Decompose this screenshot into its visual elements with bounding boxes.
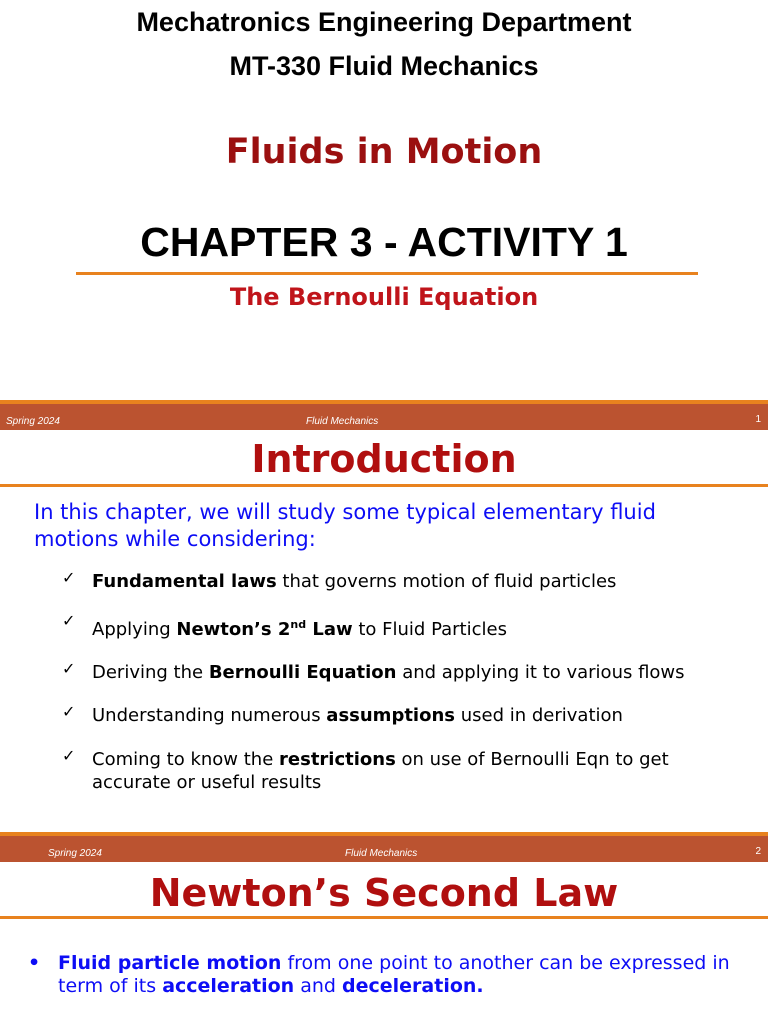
course-heading: MT-330 Fluid Mechanics <box>229 51 539 81</box>
bullet-icon: • <box>28 952 41 974</box>
department-heading: Mechatronics Engineering Department <box>136 7 632 37</box>
list-item: ✓ Understanding numerous assumptions used in derivation <box>62 702 623 726</box>
slide-footer-2 <box>0 832 768 862</box>
list-item: ✓ Fundamental laws that governs motion of fluid particles <box>62 568 617 592</box>
slide-title: Fluids in Motion <box>225 132 543 172</box>
list-item: ✓ Deriving the Bernoulli Equation and applying it to various flows <box>62 659 685 683</box>
slide-footer-1 <box>0 400 768 430</box>
footer-term: Spring 2024 <box>48 848 102 859</box>
list-item: ✓ Applying Newton’s 2nd Law to Fluid Particles <box>62 611 507 640</box>
newtons-law-title: Newton’s Second Law <box>149 871 619 915</box>
list-item: ✓ Coming to know the restrictions on use of Bernoulli Eqn to get accurate or useful results <box>62 746 669 793</box>
footer-course: Fluid Mechanics <box>345 848 418 859</box>
page-number: 2 <box>755 846 761 857</box>
list-item: • Fluid particle motion from one point to another can be expressed in term of its acceleration and deceleration. <box>28 952 730 997</box>
intro-paragraph: In this chapter, we will study some typical elementary fluid motions while considering: <box>34 500 656 551</box>
slide-subtitle: The Bernoulli Equation <box>229 283 539 311</box>
check-icon: ✓ <box>62 746 76 765</box>
newton-bullet-list <box>28 952 748 998</box>
objectives-list <box>62 570 742 794</box>
title-divider <box>76 272 698 275</box>
footer-term: Spring 2024 <box>6 416 60 427</box>
chapter-heading: CHAPTER 3 - ACTIVITY 1 <box>140 219 628 265</box>
page-number: 1 <box>755 414 761 425</box>
title-divider <box>0 484 768 487</box>
check-icon: ✓ <box>62 611 76 630</box>
check-icon: ✓ <box>62 659 76 678</box>
footer-course: Fluid Mechanics <box>306 416 379 427</box>
check-icon: ✓ <box>62 568 76 587</box>
check-icon: ✓ <box>62 702 76 721</box>
introduction-title: Introduction <box>251 437 517 481</box>
title-divider <box>0 916 768 919</box>
